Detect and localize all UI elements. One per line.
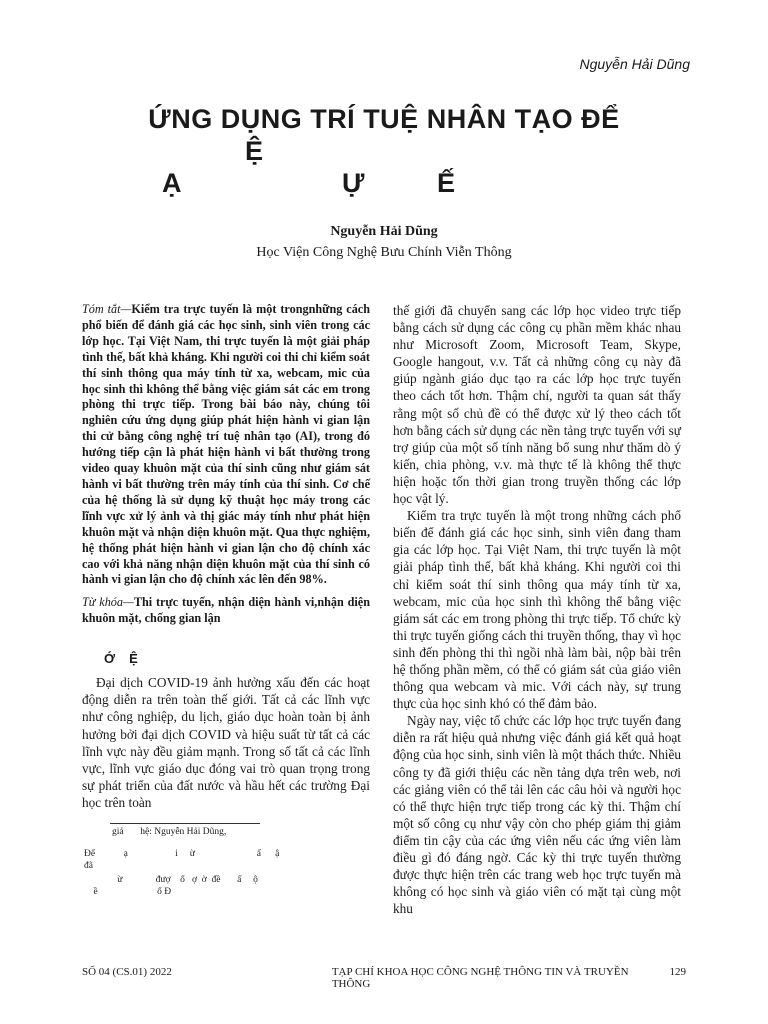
author-affiliation: Học Viện Công Nghệ Bưu Chính Viễn Thông	[256, 245, 512, 260]
footnote-line-5: ề ổ Đ	[84, 887, 172, 897]
running-header-author: Nguyễn Hải Dũng	[579, 56, 690, 72]
section-heading: ỚỆ	[104, 651, 152, 667]
footnote-line-1: giả hệ: Nguyễn Hải Dũng,	[112, 827, 227, 837]
abstract-lead: Tóm tắt—	[82, 302, 132, 316]
right-column	[393, 302, 681, 917]
author-name: Nguyễn Hải Dũng	[330, 224, 438, 239]
paper-title	[90, 103, 678, 199]
footnote-rule	[110, 823, 260, 824]
right-paragraph-2: Kiểm tra trực tuyến là một trong những cách phổ biến để đánh giá các học sinh, sinh viên đang tham gia các lớp học. Tại Việt Nam, thi trực tuyến là một giải pháp tình thế, bất khả kháng. Khi người coi thi chỉ kiểm soát thí sinh thông qua máy tính từ xa, webcam, mic của học sinh thì không thể bằng việc giám sát các em trong phòng thi trực tiếp. Tổ chức kỳ thi trực tuyến giống cách thi truyền thống, thay vì học sinh đến phòng thi thì ngồi nhà làm bài, nộp bài trên hệ thống phần mềm, có thể có giám sát của giáo viên thông qua webcam và mic. Với cách này, sự trung thực của học sinh khó có thể đảm bảo.	[393, 508, 681, 712]
footnote-line-4: ừ đượ ổ ợ ờ đề ấ ộ	[84, 875, 258, 885]
keywords-lead: Từ khóa—	[82, 595, 134, 610]
title-line-2: Ệ	[245, 136, 264, 166]
footnote-line-3: đã	[84, 861, 93, 871]
title-line-3: Ạ Ự Ế	[162, 168, 456, 198]
right-paragraph-1: thế giới đã chuyển sang các lớp học video trực tiếp bằng cách sử dụng các công cụ phần mềm khác nhau như Microsoft Zoom, Microsoft Team, Skype, Google hangout, v.v. Tất cả những công cụ này đã giúp ngành giáo dục tạo ra các lớp học trực tuyến theo cách tốt hơn. Thậm chí, người ta quan sát thấy rằng một số chủ đề có thể được xử lý theo cách tốt hơn bằng cách sử dụng các nền tảng trực tuyến với sự trợ giúp của một số tính năng bổ sung như thăm dò ý kiến, chia phòng, v.v. mà thực tế là không thể thực hiện hoặc tốn thời gian trong truyền thống các lớp học vật lý.	[393, 303, 681, 507]
page-footer	[82, 966, 686, 990]
keywords	[82, 595, 370, 627]
footnote-line-2: Đế ạ i ừ ấ ậ	[84, 849, 280, 859]
intro-paragraph: Đại dịch COVID-19 ảnh hưởng xấu đến các hoạt động diễn ra trên toàn thế giới. Tất cả các lĩnh vực như công nghiệp, du lịch, giáo dục hoàn toàn bị ảnh hưởng bởi đại dịch COVID và hiệu suất từ tất cả các lĩnh vực này đều giảm mạnh. Trong số tất cả các lĩnh vực, lĩnh vực giáo dục đóng vai trò quan trọng trong sự phát triển của đất nước và hầu hết các trường Đại học trên toàn	[82, 675, 370, 810]
right-paragraph-3: Ngày nay, việc tổ chức các lớp học trực tuyến đang diễn ra rất hiệu quả nhưng việc đánh giá kết quả hoạt động của học sinh, sinh viên là một thách thức. Nhiều công ty đã giới thiệu các nền tảng dựa trên web, nơi các giảng viên có thể tải lên các câu hỏi và người học có thể thực hiện trực tiếp trong các kỳ thi. Thậm chí một số công cụ như vậy còn cho phép giám thị giảm điểm tin cậy của các ứng viên nếu các ứng viên làm điều gì đó đáng ngờ. Các kỳ thi trực tuyến thường được thực hiện trên các trang web học trực tuyến mà không có học sinh và giáo viên có mặt tại cùng một khu	[393, 713, 681, 917]
abstract	[82, 302, 370, 588]
footer-journal: TẠP CHÍ KHOA HỌC CÔNG NGHỆ THÔNG TIN VÀ TRUYỀN THÔNG	[331, 966, 629, 990]
abstract-text: Kiểm tra trực tuyến là một trongnhững cách phổ biến để đánh giá các học sinh, sinh viên trong các lớp học. Tại Việt Nam, thi trực tuyến là một giải pháp tình thế, bất khả kháng. Khi người coi thi chỉ kiểm soát thí sinh thông qua máy tính từ xa, webcam, mic của học sinh thì không thể bằng việc giám sát các em trong phòng thi trực tiếp. Trong bài báo này, chúng tôi nghiên cứu ứng dụng giúp phát hiện hành vi gian lận thi cử bằng công nghệ trí tuệ nhân tạo (AI), trong đó hướng tiếp cận là phát hiện hành vi bất thường trong video quay khuôn mặt của thí sinh cũng như giám sát hành vi bất thường trên máy tính của thí sinh. Cơ chế của hệ thống là sử dụng kỹ thuật học máy trong các lĩnh vực xử lý ảnh và thị giác máy tính như phát hiện khuôn mặt và nhận diện khuôn mặt. Qua thực nghiệm, hệ thống phát hiện hành vi gian lận cho độ chính xác cao với khả năng nhận diện khuôn mặt của thí sinh có hành vi gian lận cho độ chính xác lên đến 98%.	[82, 302, 370, 587]
footer-issue: SỐ 04 (CS.01) 2022	[82, 966, 172, 978]
footer-page-number: 129	[669, 966, 686, 978]
left-column	[82, 302, 370, 811]
keywords-text: Thi trực tuyến, nhận diện hành vi,nhận diện khuôn mặt, chống gian lận	[82, 595, 370, 626]
title-line-1: ỨNG DỤNG TRÍ TUỆ NHÂN TẠO ĐỂ	[148, 104, 620, 134]
